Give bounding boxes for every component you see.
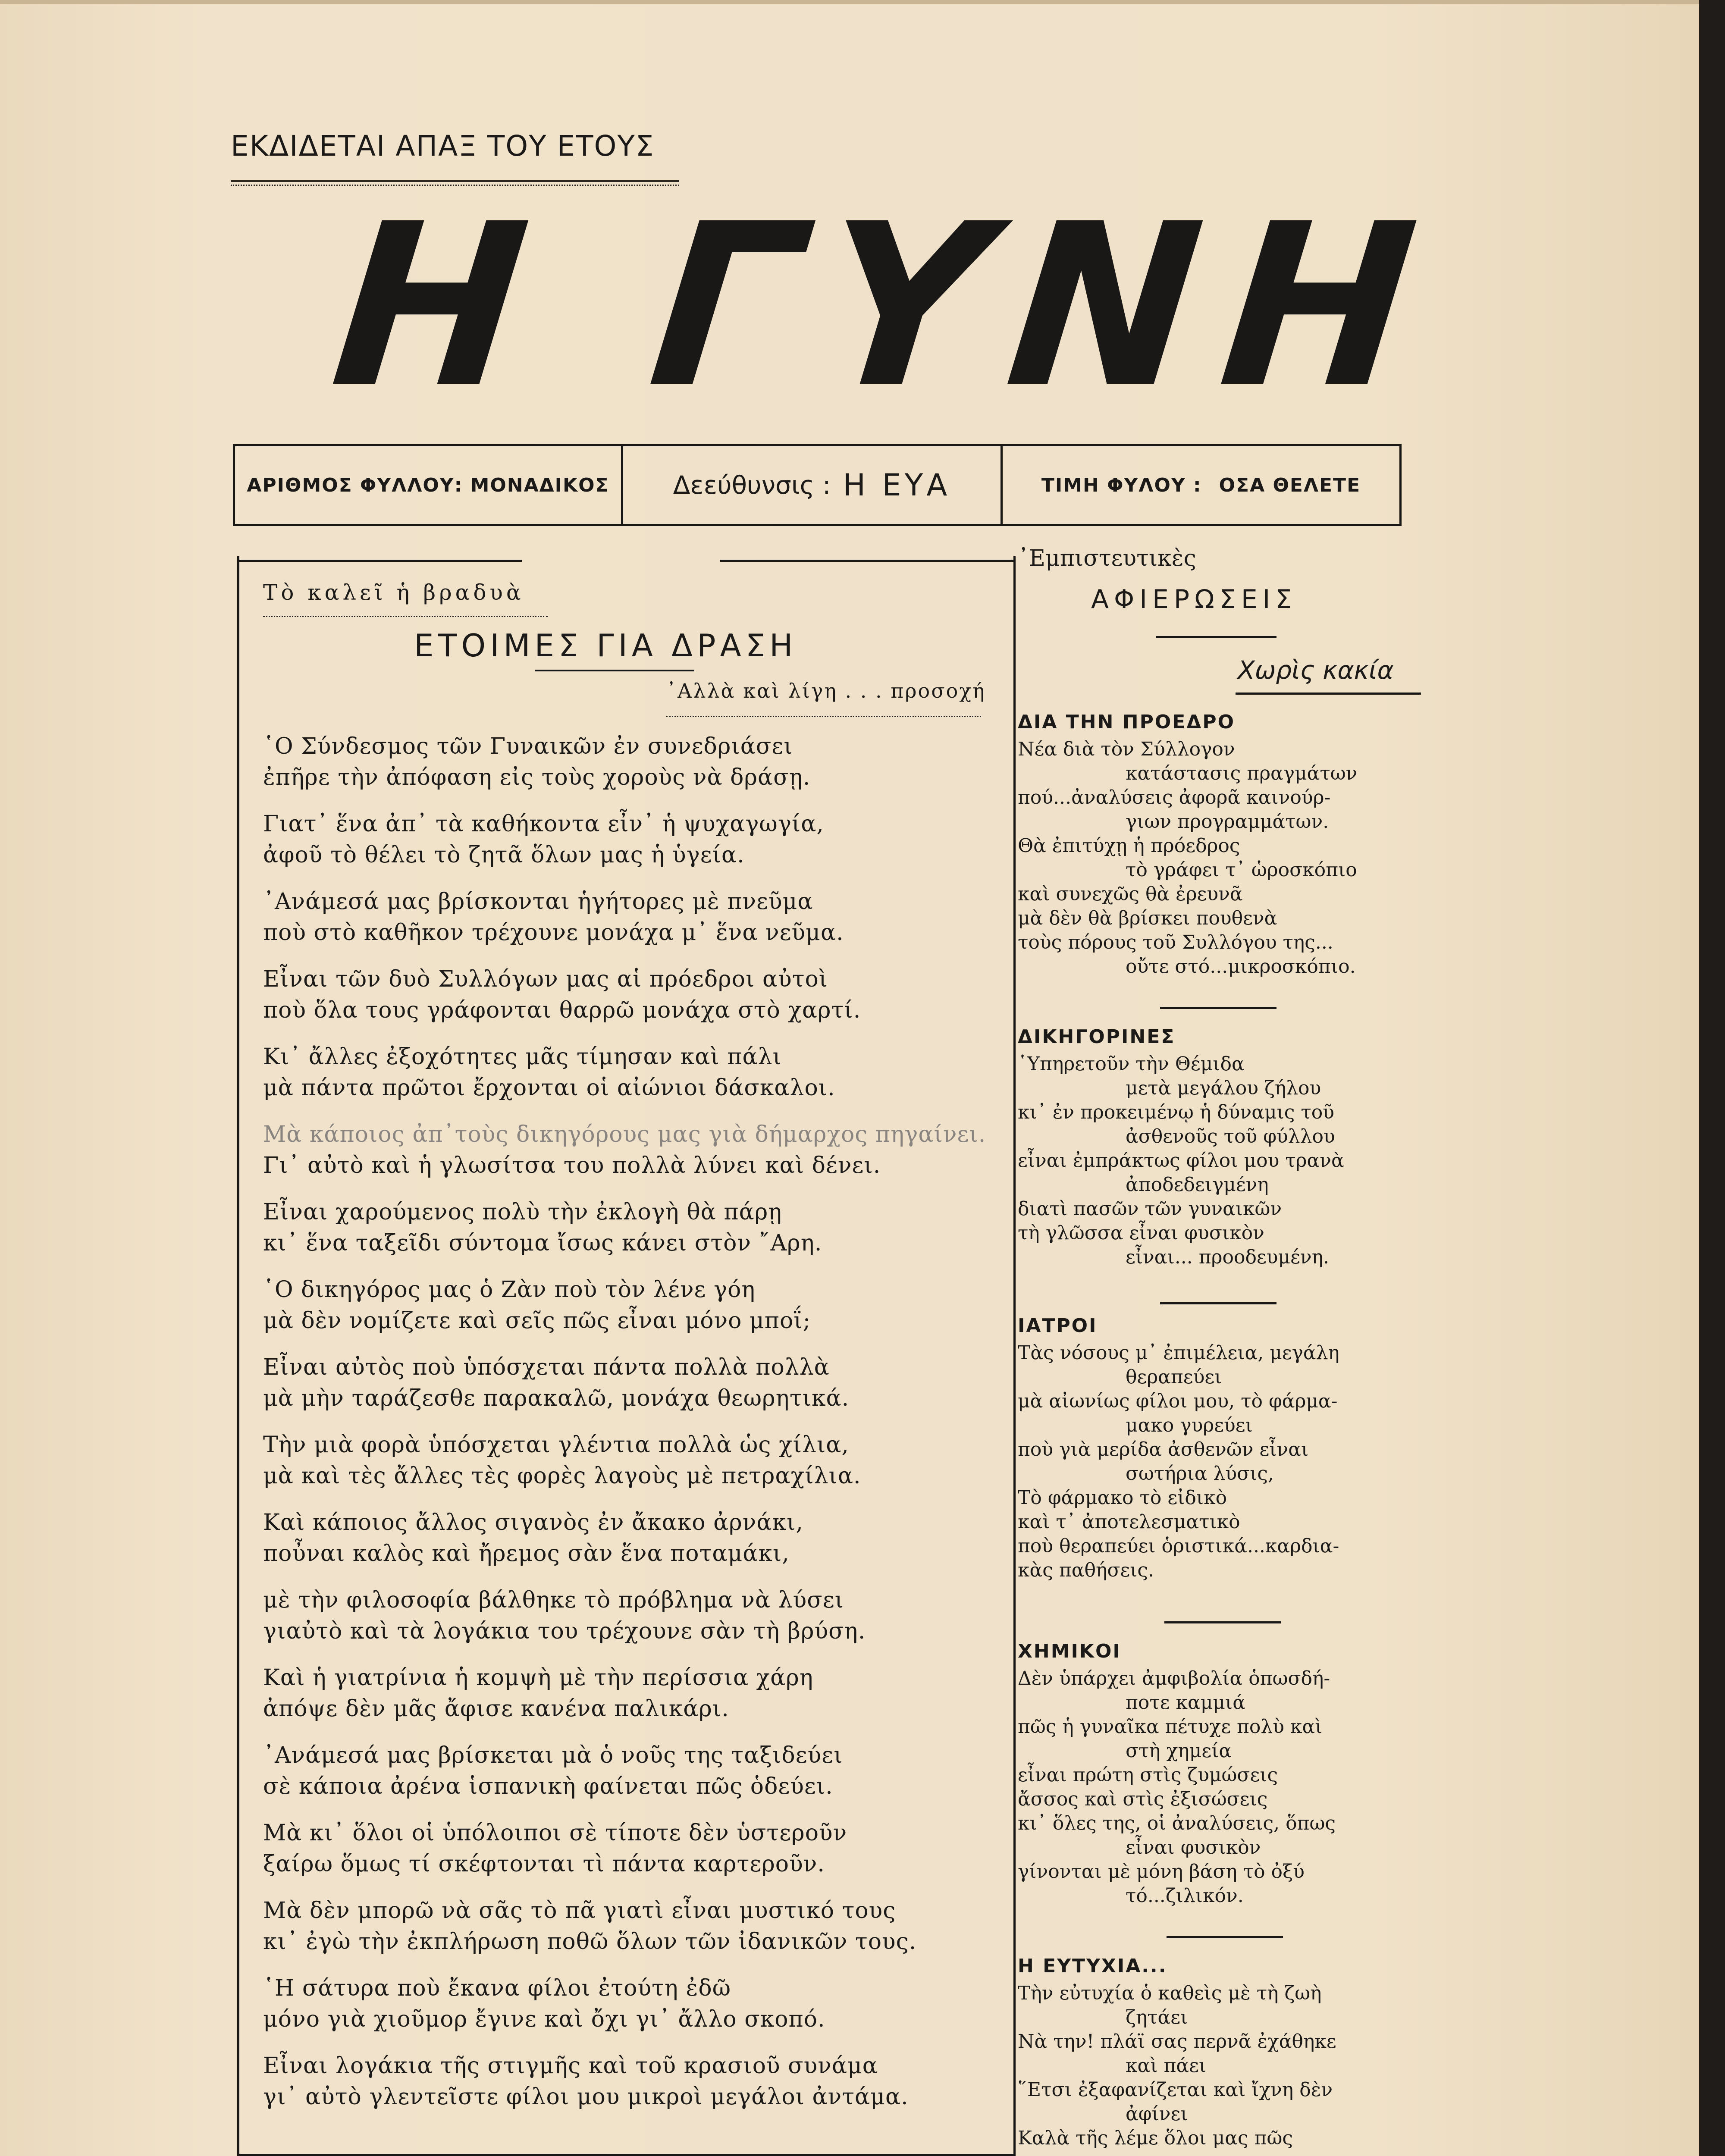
section-line: μὰ δὲν θὰ βρίσκει πουθενὰ <box>1018 907 1277 929</box>
section-line: μὰ αἰωνίως φίλοι μου, τὸ φάρμα- <box>1018 1390 1338 1412</box>
section-happiness <box>1018 1951 1423 2150</box>
verse-line: Εἶναι αὐτὸς ποὺ ὑπόσχεται πάντα πολλὰ πολλὰ <box>263 1354 830 1380</box>
stanza <box>263 731 996 808</box>
section-line: Νέα διὰ τὸν Σύλλογον <box>1018 738 1235 760</box>
stanza <box>263 1119 996 1197</box>
subhead-dotted-rule <box>666 716 981 717</box>
section-line: Νὰ την! πλάϊ σας περνᾶ ἐχάθηκε <box>1018 2031 1336 2053</box>
stanza <box>263 1895 996 1973</box>
poem <box>263 731 996 2128</box>
section-heading: Η ΕΥΤΥΧΙΑ... <box>1018 1955 1167 1977</box>
direction-value: Η ΕΥΑ <box>843 467 951 503</box>
article-headline: ΕΤΟΙΜΕΣ ΓΙΑ ΔΡΑΣΗ <box>414 627 797 664</box>
verse-line: μὲ τὴν φιλοσοφία βάλθηκε τὸ πρόβλημα νὰ λύσει <box>263 1587 844 1613</box>
section-line: Δὲν ὑπάρχει ἀμφιβολία ὁπωσδή- <box>1018 1667 1330 1689</box>
verse-line: Γι᾿ αὐτὸ καὶ ἡ γλωσίτσα του πολλὰ λύνει καὶ δένει. <box>263 1153 881 1178</box>
verse-line: ῾Η σάτυρα ποὺ ἔκανα φίλοι ἐτούτη ἐδῶ <box>263 1975 731 2001</box>
stanza <box>263 1818 996 1895</box>
verse-line: ῾Ο Σύνδεσμος τῶν Γυναικῶν ἐν συνεδριάσει <box>263 733 793 759</box>
section-line: Τὴν εὐτυχία ὁ καθεὶς μὲ τὴ ζωὴ <box>1018 1982 1322 2004</box>
section-doctors <box>1018 1311 1423 1583</box>
verse-line: ποὖναι καλὸς καὶ ἤρεμος σὰν ἕνα ποταμάκι, <box>263 1541 790 1567</box>
headline-underline <box>535 670 694 671</box>
verse-line: γιαὐτὸ καὶ τὰ λογάκια του τρέχουνε σὰν τὴ βρύση. <box>263 1618 866 1644</box>
stanza <box>263 1197 996 1274</box>
section-line: πού...ἀναλύσεις ἀφορᾶ καινούρ- <box>1018 787 1331 808</box>
section-line: εἶναι πρώτη στὶς ζυμώσεις <box>1018 1764 1278 1786</box>
section-chemists <box>1018 1636 1423 1908</box>
section-line: σωτήρια λύσις, <box>1126 1463 1274 1485</box>
section-line: οὔτε στό...μικροσκόπιο. <box>1126 956 1356 978</box>
section-line: εἶναι φυσικὸν <box>1126 1836 1261 1858</box>
verse-line: μὰ καὶ τὲς ἄλλες τὲς φορὲς λαγοὺς μὲ πετραχίλια. <box>263 1463 861 1489</box>
section-line: τὸ γράφει τ᾿ ὡροσκόπιο <box>1126 859 1357 881</box>
section-heading: ΙΑΤΡΟΙ <box>1018 1315 1098 1337</box>
scan-edge <box>1699 0 1725 2156</box>
masthead-title: Η ΓΥΝΗ <box>323 175 1452 437</box>
verse-line: ᾿Ανάμεσά μας βρίσκονται ἡγήτορες μὲ πνεῦμα <box>263 889 813 915</box>
stanza <box>263 1973 996 2050</box>
section-line: ζητάει <box>1126 2006 1188 2028</box>
sidebar-title-rule <box>1156 636 1276 638</box>
section-line: ποὺ θεραπεύει ὁριστικά...καρδια- <box>1018 1535 1339 1557</box>
verse-line: Εἶναι λογάκια τῆς στιγμῆς καὶ τοῦ κρασιοῦ συνάμα <box>263 2053 878 2079</box>
tagline: ΕΚΔΙΔΕΤΑΙ ΑΠΑΞ ΤΟΥ ΕΤΟΥΣ <box>231 129 655 163</box>
stanza <box>263 1274 996 1352</box>
verse-line: μὰ πάντα πρῶτοι ἔρχονται οἱ αἰώνιοι δάσκαλοι. <box>263 1075 835 1101</box>
sidebar-label: ᾿Εμπιστευτικὲς <box>1018 545 1196 571</box>
section-line: ἀφίνει <box>1126 2103 1188 2125</box>
section-line: ῾Υπηρετοῦν τὴν Θέμιδα <box>1018 1053 1245 1075</box>
verse-line: γι᾿ αὐτὸ γλεντεῖστε φίλοι μου μικροὶ μεγάλοι ἀντάμα. <box>263 2084 909 2110</box>
verse-line: ξαίρω ὅμως τί σκέφτονται τὶ πάντα καρτεροῦν. <box>263 1851 825 1877</box>
info-bar <box>233 444 1402 526</box>
section-line: τὴ γλῶσσα εἶναι φυσικὸν <box>1018 1222 1264 1244</box>
verse-line: Κι᾿ ἄλλες ἐξοχότητες μᾶς τίμησαν καὶ πάλι <box>263 1044 782 1070</box>
stanza <box>263 1041 996 1119</box>
section-heading: ΧΗΜΙΚΟΙ <box>1018 1640 1121 1662</box>
verse-line: ἐπῆρε τὴν ἀπόφαση εἰς τοὺς χοροὺς νὰ δράσῃ. <box>263 765 811 790</box>
section-line: καὶ συνεχῶς θὰ ἐρευνᾶ <box>1018 883 1243 905</box>
stanza <box>263 886 996 964</box>
section-line: ῞Ετσι ἐξαφανίζεται καὶ ἴχνη δὲν <box>1018 2079 1333 2101</box>
verse-line: Εἶναι τῶν δυὸ Συλλόγων μας αἱ πρόεδροι αὐτοὶ <box>263 966 828 992</box>
verse-line: Μὰ δὲν μπορῶ νὰ σᾶς τὸ πᾶ γιατὶ εἶναι μυστικό τους <box>263 1898 896 1924</box>
section-line: καὶ πάει <box>1126 2055 1207 2077</box>
section-line: εἶναι... προοδευμένη. <box>1126 1246 1329 1268</box>
stanza <box>263 1352 996 1429</box>
price-cell <box>1003 446 1399 524</box>
section-line: μετὰ μεγάλου ζήλου <box>1126 1077 1321 1099</box>
section-heading: ΔΙΚΗΓΟΡΙΝΕΣ <box>1018 1026 1176 1048</box>
section-divider <box>1164 1621 1281 1623</box>
verse-line: κι᾿ ἕνα ταξεῖδι σύντομα ἴσως κάνει στὸν ῎Αρη. <box>263 1230 822 1256</box>
section-line: ἄσσος καὶ στὶς ἐξισώσεις <box>1018 1788 1268 1810</box>
section-line: κὰς παθήσεις. <box>1018 1559 1154 1581</box>
verse-line: Καὶ κάποιος ἄλλος σιγανὸς ἐν ἄκακο ἀρνάκι, <box>263 1510 803 1536</box>
verse-line: ἀφοῦ τὸ θέλει τὸ ζητᾶ ὅλων μας ἡ ὑγεία. <box>263 842 745 868</box>
frame-top-rule-left <box>237 560 522 562</box>
verse-line: Γιατ᾿ ἕνα ἀπ᾿ τὰ καθήκοντα εἶν᾿ ἡ ψυχαγωγία, <box>263 811 824 837</box>
top-border <box>0 0 1699 4</box>
verse-line: Μὰ κι᾿ ὅλοι οἱ ὑπόλοιποι σὲ τίποτε δὲν ὑστεροῦν <box>263 1820 847 1846</box>
stanza <box>263 808 996 886</box>
verse-line: ῾Ο δικηγόρος μας ὁ Ζὰν ποὺ τὸν λένε γόη <box>263 1277 756 1303</box>
sidebar-byline-rule <box>1236 693 1421 695</box>
verse-line: Μὰ κάποιος ἀπ᾿τοὺς δικηγόρους μας γιὰ δήμαρχος πηγαίνει. <box>263 1122 986 1147</box>
verse-line: Καὶ ἡ γιατρίνια ἡ κομψὴ μὲ τὴν περίσσια χάρη <box>263 1665 814 1691</box>
section-line: τοὺς πόρους τοῦ Συλλόγου της... <box>1018 931 1333 953</box>
verse-line: ποὺ ὅλα τους γράφονται θαρρῶ μονάχα στὸ χαρτί. <box>263 997 861 1023</box>
verse-line: μὰ μὴν ταράζεσθε παρακαλῶ, μονάχα θεωρητικά. <box>263 1385 850 1411</box>
section-line: πῶς ἡ γυναῖκα πέτυχε πολὺ καὶ <box>1018 1716 1323 1738</box>
issue-label: ΑΡΙΘΜΟΣ ΦΥΛΛΟΥ: ΜΟΝΑΔΙΚΟΣ <box>235 446 623 524</box>
stanza <box>263 1429 996 1507</box>
section-line: καὶ τ᾿ ἀποτελεσματικὸ <box>1018 1511 1240 1533</box>
verse-line: μόνο γιὰ χιοῦμορ ἔγινε καὶ ὄχι γι᾿ ἄλλο σκοπό. <box>263 2006 825 2032</box>
direction-label: Δεεύθυνσις : <box>673 470 831 500</box>
stanza <box>263 964 996 1041</box>
article-kicker: Τὸ καλεῖ ἡ βραδυὰ <box>263 580 524 605</box>
section-divider <box>1160 1302 1276 1304</box>
section-divider <box>1167 1936 1283 1938</box>
section-line: ἀσθενοῦς τοῦ φύλλου <box>1126 1125 1335 1147</box>
frame-top-rule-right <box>720 560 1016 562</box>
section-line: Θὰ ἐπιτύχῃ ἡ πρόεδρος <box>1018 835 1240 857</box>
section-line: κατάστασις πραγμάτων <box>1126 762 1358 784</box>
section-line: θεραπεύει <box>1126 1366 1222 1388</box>
verse-line: σὲ κάποια ἀρένα ἱσπανικὴ φαίνεται πῶς ὁδεύει. <box>263 1774 833 1799</box>
verse-line: μὰ δὲν νομίζετε καὶ σεῖς πῶς εἶναι μόνο μποΐ; <box>263 1308 811 1334</box>
section-heading: ΔΙΑ ΤΗΝ ΠΡΟΕΔΡΟ <box>1018 711 1236 733</box>
section-lawyers <box>1018 1022 1423 1269</box>
verse-line: Τὴν μιὰ φορὰ ὑπόσχεται γλέντια πολλὰ ὡς χίλια, <box>263 1432 849 1458</box>
verse-line: ποὺ στὸ καθῆκον τρέχουνε μονάχα μ᾿ ἕνα νεῦμα. <box>263 920 844 946</box>
price-value: ΟΣΑ ΘΕΛΕΤΕ <box>1219 474 1361 496</box>
section-line: ποτε καμμιά <box>1126 1692 1245 1714</box>
section-line: κι᾿ ὅλες της, οἱ ἀναλύσεις, ὅπως <box>1018 1812 1336 1834</box>
sidebar-byline: Χωρὶς κακία <box>1238 655 1394 685</box>
section-line: ἀποδεδειγμένη <box>1126 1174 1269 1196</box>
section-line: γίνονται μὲ μόνη βάση τὸ ὀξύ <box>1018 1861 1305 1883</box>
section-line: μακο γυρεύει <box>1126 1414 1253 1436</box>
section-line: ποὺ γιὰ μερίδα ἀσθενῶν εἶναι <box>1018 1438 1309 1460</box>
verse-line: ἀπόψε δὲν μᾶς ἄφισε κανένα παλικάρι. <box>263 1696 729 1722</box>
stanza <box>263 2050 996 2128</box>
section-line: Τὸ φάρμακο τὸ εἰδικὸ <box>1018 1487 1227 1509</box>
stanza <box>263 1585 996 1662</box>
section-line: Καλὰ τῆς λέμε ὅλοι μας πῶς <box>1018 2127 1293 2149</box>
section-divider <box>1160 1007 1276 1009</box>
section-president <box>1018 707 1423 979</box>
section-line: εἶναι ἐμπράκτως φίλοι μου τρανὰ <box>1018 1150 1344 1172</box>
section-line: γιων προγραμμάτων. <box>1126 811 1329 833</box>
section-line: διατὶ πασῶν τῶν γυναικῶν <box>1018 1198 1282 1220</box>
section-line: Τὰς νόσους μ᾿ ἐπιμέλεια, μεγάλη <box>1018 1342 1339 1364</box>
price-label: ΤΙΜΗ ΦΥΛΟΥ : <box>1041 474 1202 496</box>
verse-line: ᾿Ανάμεσά μας βρίσκεται μὰ ὁ νοῦς της ταξιδεύει <box>263 1742 843 1768</box>
verse-line: κι᾿ ἐγὼ τὴν ἐκπλήρωση ποθῶ ὅλων τῶν ἰδανικῶν τους. <box>263 1929 917 1955</box>
stanza <box>263 1662 996 1740</box>
stanza <box>263 1507 996 1585</box>
section-line: στὴ χημεία <box>1126 1740 1232 1762</box>
article-subhead: ᾿Αλλὰ καὶ λίγη . . . προσοχή <box>666 679 986 702</box>
section-line: τό...ζιλικόν. <box>1126 1885 1244 1907</box>
verse-line: Εἶναι χαρούμενος πολὺ τὴν ἐκλογὴ θὰ πάρῃ <box>263 1199 782 1225</box>
section-line: κι᾿ ἐν προκειμένῳ ἡ δύναμις τοῦ <box>1018 1101 1335 1123</box>
direction-cell <box>623 446 1003 524</box>
stanza <box>263 1740 996 1818</box>
kicker-dotted-rule <box>263 616 548 617</box>
sidebar-title: ΑΦΙΕΡΩΣΕΙΣ <box>1091 584 1297 614</box>
